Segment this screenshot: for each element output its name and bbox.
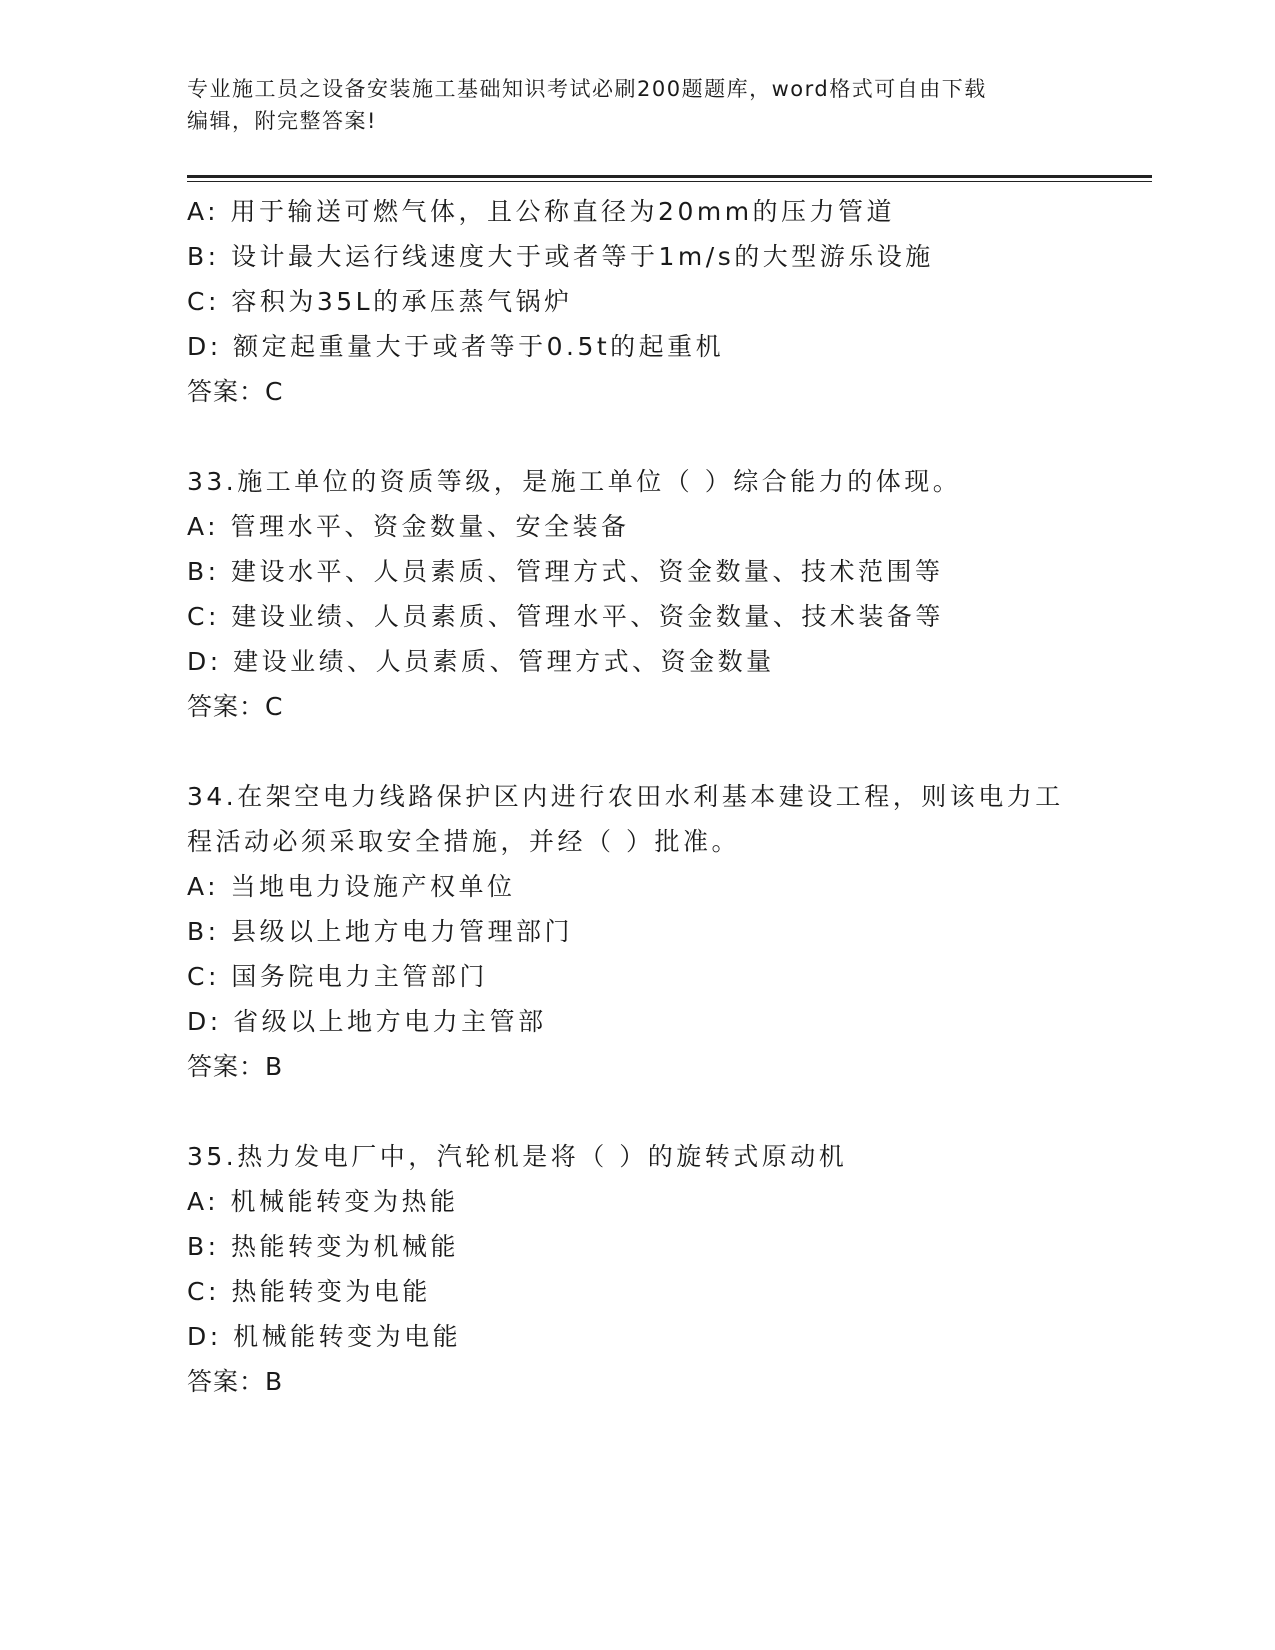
question-text-line-2: 程活动必须采取安全措施，并经（ ）批准。 — [187, 827, 740, 856]
option-d: D: 省级以上地方电力主管部 — [187, 1007, 547, 1036]
question-text-line-1: 34.在架空电力线路保护区内进行农田水利基本建设工程，则该电力工 — [187, 782, 1064, 811]
option-b: B: 设计最大运行线速度大于或者等于1m/s的大型游乐设施 — [187, 242, 934, 271]
answer-label: 答案：C — [187, 692, 284, 721]
question-text: 33.施工单位的资质等级，是施工单位（ ）综合能力的体现。 — [187, 467, 962, 496]
answer-label: 答案：B — [187, 1052, 284, 1081]
option-d: D: 建设业绩、人员素质、管理方式、资金数量 — [187, 647, 775, 676]
answer-label: 答案：C — [187, 377, 284, 406]
spacer — [187, 1089, 1087, 1134]
header-line-2: 编辑，附完整答案! — [187, 109, 377, 133]
option-c: C: 容积为35L的承压蒸气锅炉 — [187, 287, 573, 316]
header-line-1: 专业施工员之设备安装施工基础知识考试必刷200题题库，word格式可自由下载 — [187, 77, 987, 101]
spacer — [187, 729, 1087, 774]
question-35-block — [187, 1134, 1087, 1404]
option-a: A: 管理水平、资金数量、安全装备 — [187, 512, 630, 541]
question-34-block — [187, 774, 1087, 1089]
document-header — [187, 73, 1067, 137]
option-c: C: 建设业绩、人员素质、管理水平、资金数量、技术装备等 — [187, 602, 944, 631]
option-a: A: 机械能转变为热能 — [187, 1187, 459, 1216]
answer-label: 答案：B — [187, 1367, 284, 1396]
option-a: A: 当地电力设施产权单位 — [187, 872, 516, 901]
option-b: B: 县级以上地方电力管理部门 — [187, 917, 574, 946]
option-c: C: 国务院电力主管部门 — [187, 962, 488, 991]
option-b: B: 建设水平、人员素质、管理方式、资金数量、技术范围等 — [187, 557, 944, 586]
question-text: 35.热力发电厂中，汽轮机是将（ ）的旋转式原动机 — [187, 1142, 848, 1171]
header-divider-thin — [187, 181, 1152, 182]
option-d: D: 机械能转变为电能 — [187, 1322, 462, 1351]
option-a: A: 用于输送可燃气体，且公称直径为20mm的压力管道 — [187, 197, 896, 226]
spacer — [187, 414, 1087, 459]
option-b: B: 热能转变为机械能 — [187, 1232, 460, 1261]
header-divider-thick — [187, 175, 1152, 178]
question-33-block — [187, 459, 1087, 729]
question-list — [187, 189, 1087, 1404]
option-d: D: 额定起重量大于或者等于0.5t的起重机 — [187, 332, 725, 361]
question-32-block — [187, 189, 1087, 414]
option-c: C: 热能转变为电能 — [187, 1277, 431, 1306]
